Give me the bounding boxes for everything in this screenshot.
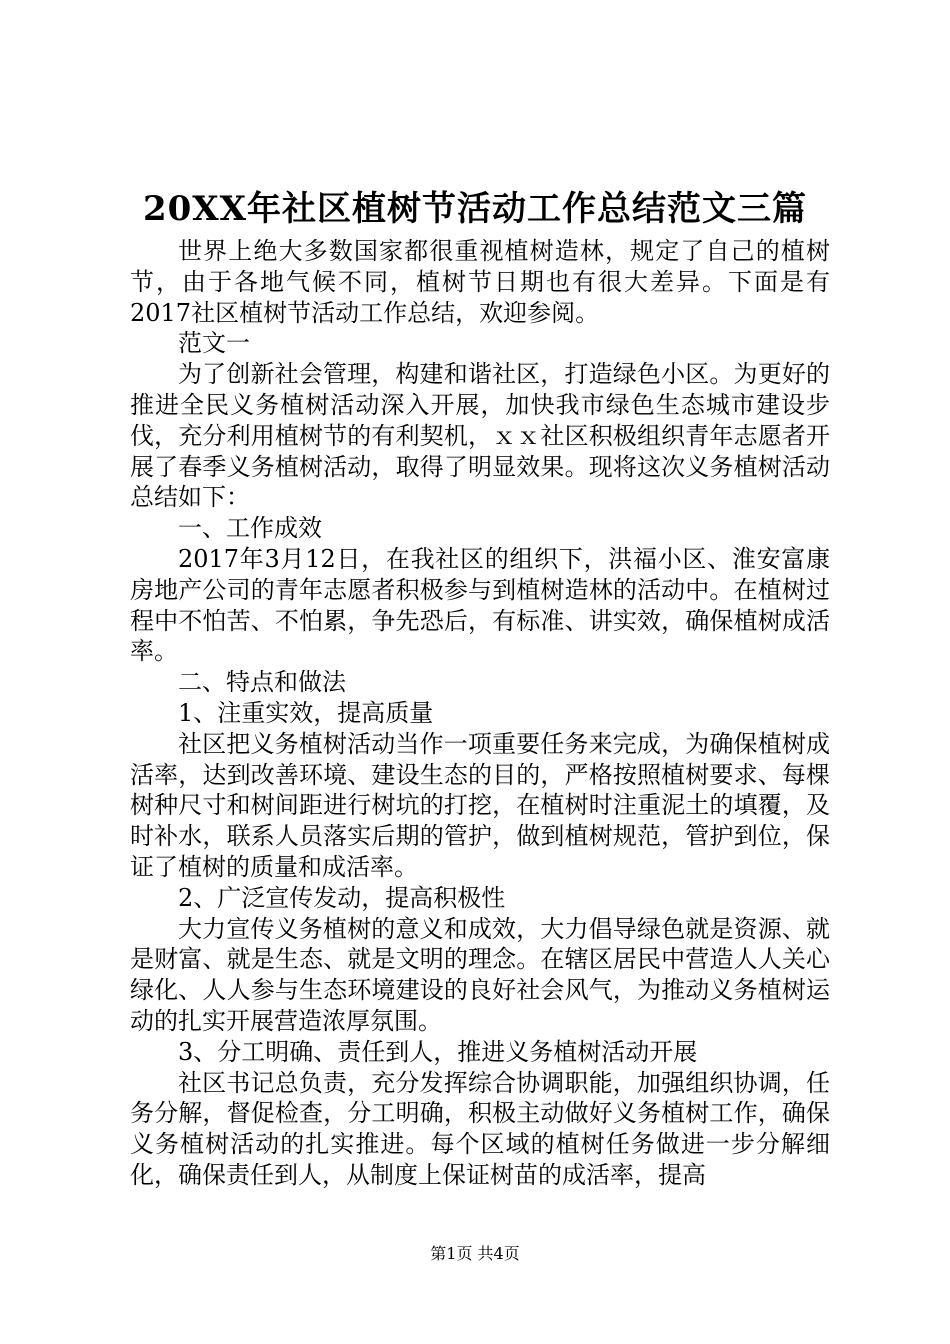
paragraph: 2017年3月12日，在我社区的组织下，洪福小区、淮安富康房地产公司的青年志愿者积极参与到植树造林的活动中。在植树过程中不怕苦、不怕累，争先恐后，有标准、讲实效，确保植树成活率。 [130, 544, 830, 666]
section-heading: 一、工作成效 [178, 514, 322, 543]
document-title: 20XX年社区植树节活动工作总结范文三篇 [142, 189, 808, 229]
document-body [130, 236, 830, 1191]
paragraph: 社区把义务植树活动当作一项重要任务来完成，为确保植树成活率，达到改善环境、建设生态的目的，严格按照植树要求、每棵树种尺寸和树间距进行树坑的打挖，在植树时注重泥土的填覆，及时补水，联系人员落实后期的管护，做到植树规范，管护到位，保证了植树的质量和成活率。 [130, 729, 830, 881]
paragraph: 为了创新社会管理，构建和谐社区，打造绿色小区。为更好的推进全民义务植树活动深入开展，加快我市绿色生态城市建设步伐，充分利用植树节的有利契机，ｘｘ社区积极组织青年志愿者开展了春季义务植树活动，取得了明显效果。现将这次义务植树活动总结如下： [130, 360, 830, 512]
subsection-heading: 1、注重实效，提高质量 [178, 698, 434, 727]
paragraph: 社区书记总负责，充分发挥综合协调职能，加强组织协调，任务分解，督促检查，分工明确，积极主动做好义务植树工作，确保义务植树活动的扎实推进。每个区域的植树任务做进一步分解细化，确保责任到人，从制度上保证树苗的成活率，提高 [130, 1068, 830, 1189]
subsection-heading: 2、广泛宣传发动，提高积极性 [178, 883, 506, 912]
paragraph-intro: 世界上绝大多数国家都很重视植树造林，规定了自己的植树节，由于各地气候不同，植树节日期也有很大差异。下面是有2017社区植树节活动工作总结，欢迎参阅。 [130, 237, 830, 327]
subsection-heading: 3、分工明确、责任到人，推进义务植树活动开展 [178, 1037, 698, 1066]
section-heading: 二、特点和做法 [178, 668, 346, 697]
paragraph-heading-sample-one: 范文一 [178, 329, 250, 358]
paragraph: 大力宣传义务植树的意义和成效，大力倡导绿色就是资源、就是财富、就是生态、就是文明的理念。在辖区居民中营造人人关心绿化、人人参与生态环境建设的良好社会风气，为推动义务植树运动的扎实开展营造浓厚氛围。 [130, 914, 830, 1035]
page-footer: 第1页 共4页 [430, 1244, 520, 1263]
